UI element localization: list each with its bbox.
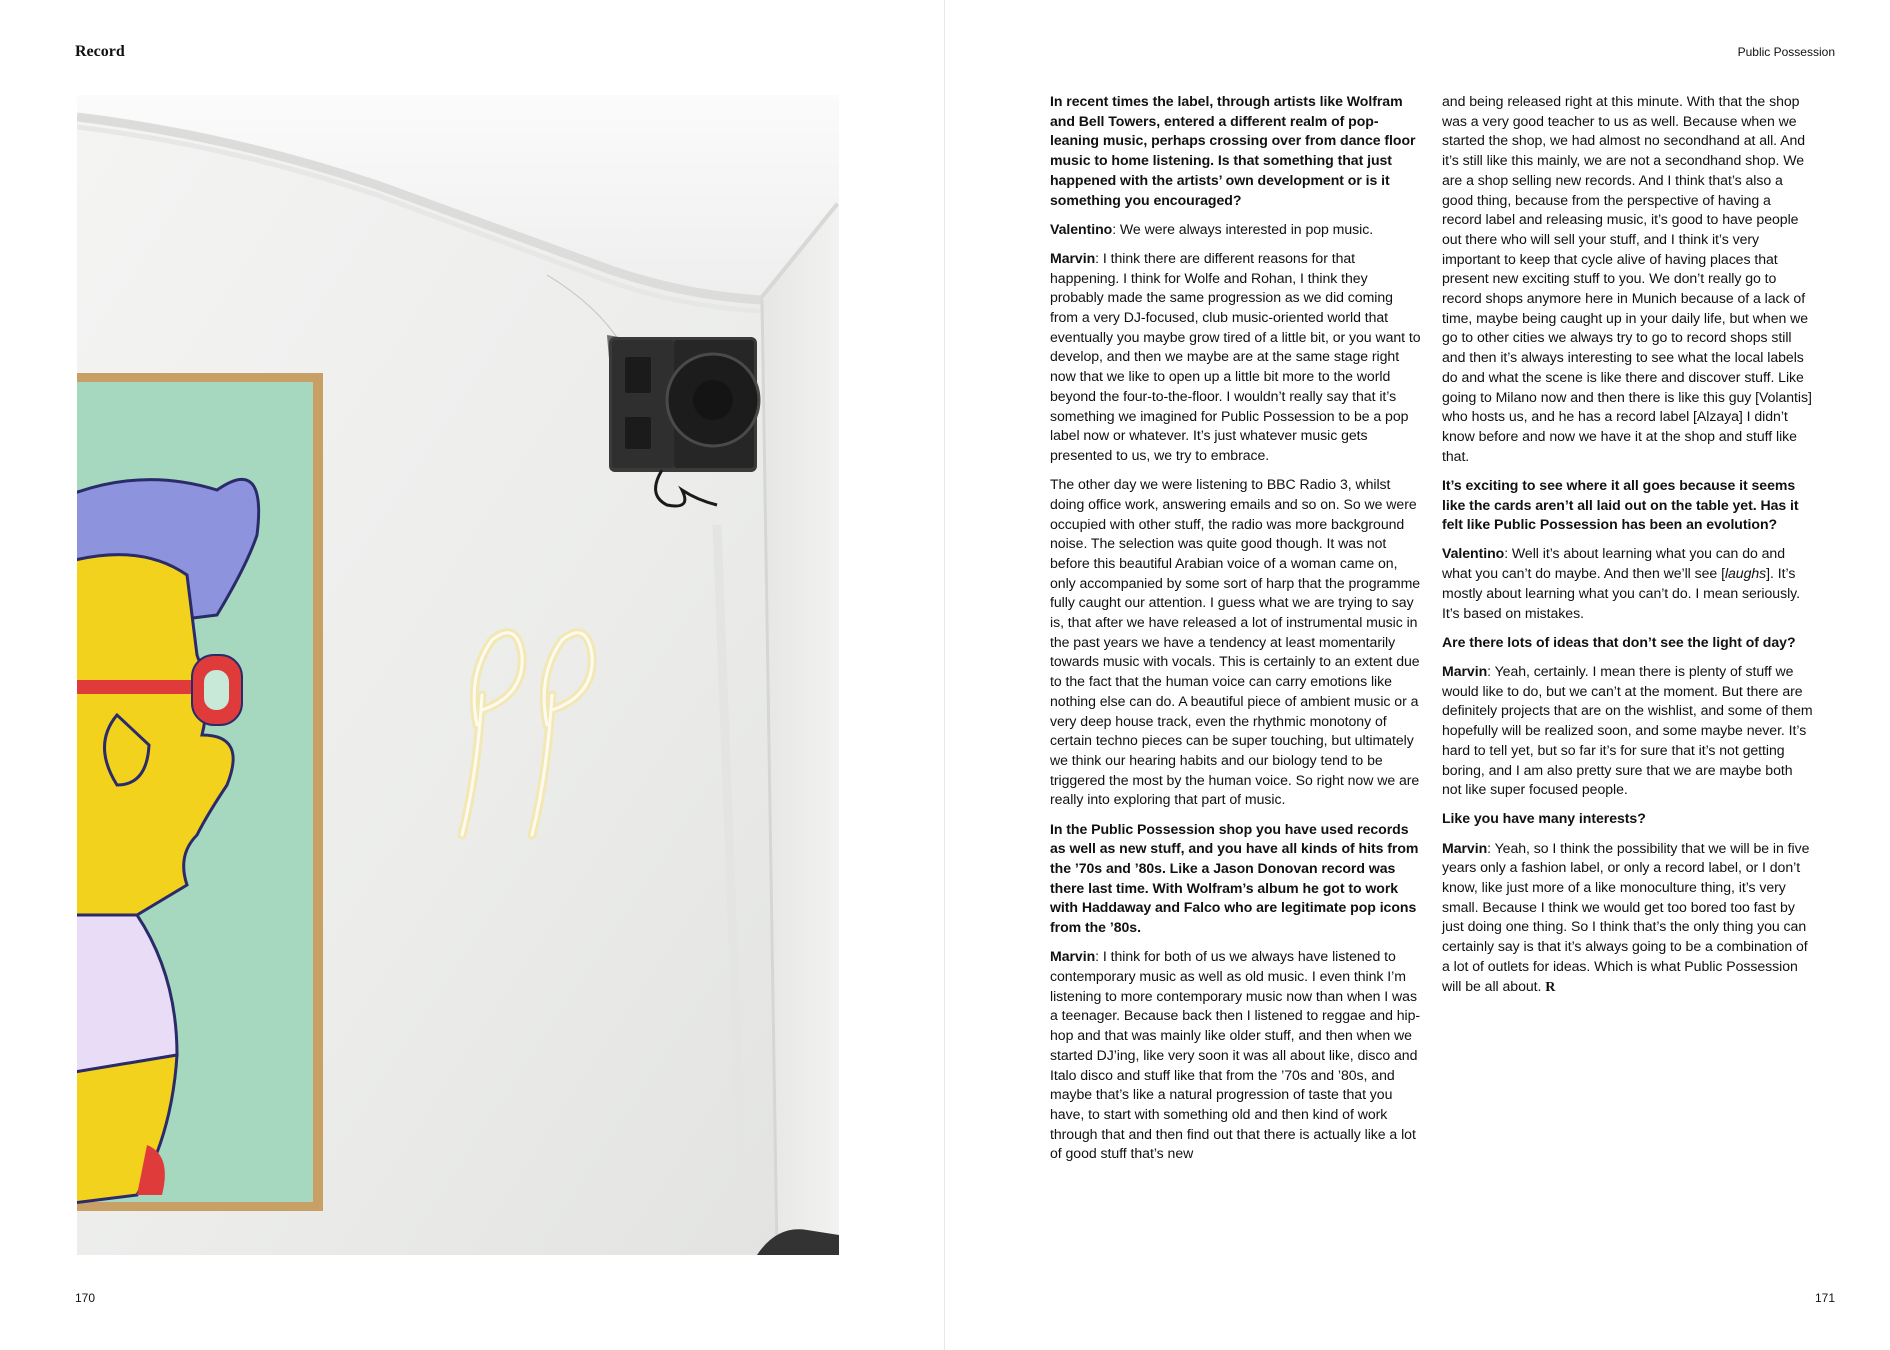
text-column-2 [1442,92,1814,1007]
right-page [945,0,1890,1350]
question-2: In the Public Possession shop you have used records as well as new stuff, and you have all kinds of hits from the ’70s and ’80s. Like a Jason Donovan record was there last time. With Wolfram’s album he got to work with Haddaway and Falco who are legitimate pop icons from the ’80s. [1050,820,1419,936]
speaker-name: Valentino [1442,545,1505,562]
text-column-1 [1050,92,1422,1174]
page-number-left: 170 [75,1291,96,1305]
answer-1 [1050,220,1422,240]
running-head-left: Record [75,43,125,60]
question-3: It’s exciting to see where it all goes because it seems like the cards aren’t all laid out on the table yet. Has it felt like Public Possession has been an evolution? [1442,476,1799,533]
speaker-name: Valentino [1050,220,1113,237]
question-5: Like you have many interests? [1442,810,1646,827]
answer-italic: laughs [1724,565,1767,582]
answer-text: : I think for both of us we always have listened to contemporary music as well as old music. I even think I’m listening to more contemporary music now than when I was a teenager. Because back then I listened to reggae and hip-hop and that was mainly like older stuff, and then when we started DJ’ing, like very soon it was all about like, disco and Italo disco and stuff like that from the ’70s and ’80s, and maybe that’s like a natural progression of taste that you have, to start with something old and then kind of work through that and then find out that there is actually like a lot of good stuff that’s new [1050,948,1421,1162]
answer-6 [1442,839,1814,998]
answer-2 [1050,249,1422,466]
answer-text: : We were always interested in pop music. [1112,220,1374,237]
speaker-name: Marvin [1442,662,1488,679]
answer-2-continued: The other day we were listening to BBC Radio 3, whilst doing office work, answering emails and so on. So we were occupied with other stuff, the radio was more background noise. The selection was quite good though. It was not before this beautiful Arabian voice of a woman came on, only accompanied by some sort of harp that the programme fully caught our attention. I guess what we are trying to say is, that after we have released a lot of instrumental music in the past years we have a tendency at least momentarily towards music with vocals. This is certainly to an extent due to the fact that the human voice can carry emotions like nothing else can do. A beautiful piece of ambient music or a very deep house track, even the rhythmic monotony of certain techno pieces can be super touching, but ultimately we think our hearing habits and our biology tend to be triggered the most by the human voice. So right now we are really into exploring that part of music. [1050,476,1421,808]
speaker-name: Marvin [1050,948,1096,965]
poster [77,373,323,1211]
question-4: Are there lots of ideas that don’t see the light of day? [1442,633,1796,650]
answer-5 [1442,662,1814,800]
answer-text: : Yeah, so I think the possibility that we will be in five years only a fashion label, or only a record label, or I don’t know, like just more of a like monoculture thing, it’s very small. Because I think we would get too bored too fast by just doing one thing. So I think that’s the only thing you can certainly say is that it’s always going to be a combination of a lot of outlets for ideas. Which is what Public Possession will be all about. [1442,839,1810,994]
speaker-name: Marvin [1442,839,1488,856]
answer-3-continued: and being released right at this minute. With that the shop was a very good teacher to us as well. Because when we started the shop, we had almost no secondhand at all. And it’s still like this mainly, we are not a secondhand shop. We are a shop selling new records. And I think that’s also a good thing, because from the perspective of having a record label and releasing music, it’s good to have people out there who will sell your stuff, and I think it’s very important to keep that cycle alive of having places that present new exciting stuff to you. We don’t really go to record shops anymore here in Munich because of a lack of time, maybe being caught up in your daily life, but when we go to other cities we always try to go to record shops still and then it’s always interesting to see what the local labels do and what the scene is like there and discover stuff. Like going to Milano now and then there is like this guy [Volantis] who hosts us, and he has a record label [Alzaya] I didn’t know before and now we have it at the shop and stuff like that. [1442,93,1812,464]
answer-4 [1442,544,1814,623]
answer-3 [1050,947,1422,1164]
answer-text: ]. It’s mostly about learning what you can’t do. I mean seriously. It’s based on mistakes. [1442,565,1800,621]
answer-text: : Yeah, certainly. I mean there is plenty of stuff we would like to do, but we can’t at the moment. But there are definitely projects that are on the wishlist, and some of them hopefully will be realized soon, and some maybe never. It’s hard to tell yet, but so far it’s for sure that it’s not getting boring, and I am also pretty sure that we are maybe both not like super focused people. [1442,662,1813,798]
photo [77,95,839,1255]
question-1: In recent times the label, through artists like Wolfram and Bell Towers, entered a different realm of pop-leaning music, perhaps crossing over from dance floor music to home listening. Is that something that just happened with the artists’ own development or is it something you encouraged? [1050,93,1416,208]
page-number-right: 171 [1814,1291,1835,1305]
running-head-right: Public Possession [1737,45,1835,59]
photo-svg [77,95,839,1255]
end-mark: R [1545,978,1556,995]
answer-text: : Well it’s about learning what you can do and what you can’t do maybe. And then we’ll see [ [1442,545,1786,582]
speaker-name: Marvin [1050,249,1096,266]
answer-text: : I think there are different reasons for that happening. I think for Wolfe and Rohan, I think they probably made the same progression as we did coming from a very DJ-focused, club music-oriented world that eventually you maybe grow tired of a little bit, or you want to develop, and then we maybe are at the same stage right now that we like to open up a little bit more to the world beyond the four-to-the-floor. I wouldn’t really say that it’s something we imagined for Public Possession to be a pop label now or whatever. It’s just whatever music gets presented to us, we try to embrace. [1050,249,1421,463]
